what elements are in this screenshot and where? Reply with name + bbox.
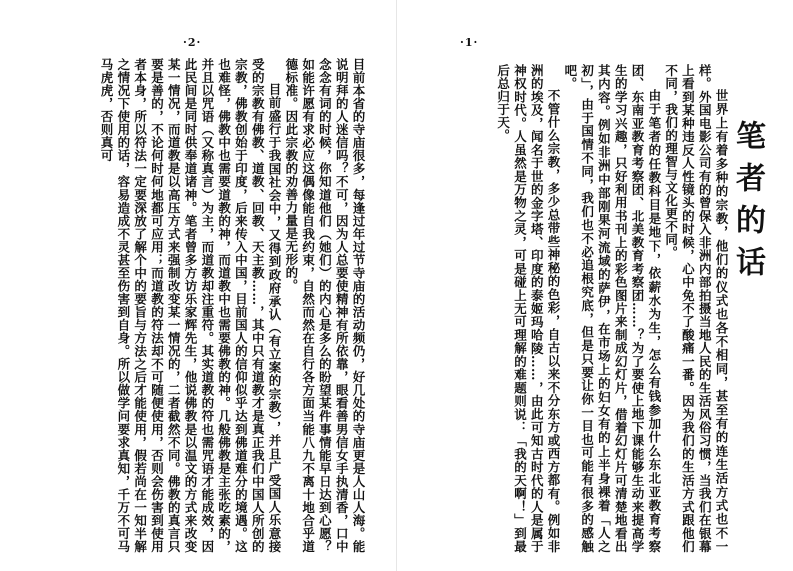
right-page [397, 0, 793, 571]
page-number: ·2· [183, 36, 202, 49]
body-text [471, 64, 729, 553]
page-number: ·1· [460, 36, 479, 49]
chapter-title: 笔者的话 [730, 120, 765, 288]
paragraph: 目前盛行于我国社会中，又得到政府承认（有立案的宗教），并且广受国人乐意接受的宗教有佛教、道教、回教、天主教……，其中只有道教才是真正我们中国人所创的宗教，佛教创始于印度，后来传入中国，目前国人的信仰似乎达到佛道难分的境遇。这也难怪，佛教中也需要道教的神，而道教中也需要佛教的神。几般佛教是主张吃素的，并且以咒语（又称真言）为主，而道教却注重符。其实道教的符也需咒语才能成效，因此民间是同时供奉道诸神。笔者曾多方访乐家辉先生，他说佛教是以温文的方式来改变某一情况，而道教是以高压方式来强制改变某一情况的，二者截然不同。佛教的真言只要是善的，不论何时何地都可应用；而道教的符法却不可随便使用，否则会伤害到使用者本身，所以符法一定要深放了解个中的要旨与方法之后才能使用，假若尚在一知半解之情况下使用的话，容易造成不灵甚至伤害到自身。所以做学问要求真知，千万不可马马虎虎，否则真可 [99, 58, 283, 553]
paragraph: 目前本省的寺庙很多，每逢过年过节寺庙的活动频仍，好几处的寺庙更是人山人海。能说明拜的人迷信吗？不可，因为人总要使精神有所依靠，眼看善男信女手执清香，口中念念有词的时候，你知道他们（她们）的内心是多么的盼望某件事情能早日达到心愿？如能许愿有求必应这偶像能自我约束，自然而然在自行各方面当能八九不离十地合乎道德标准。因此宗教的劝善力量是无形的。 [283, 58, 366, 553]
body-text [56, 58, 366, 553]
left-page [0, 0, 396, 571]
paragraph: 不管什么宗教，多少总带些神秘的色彩，自古以来不分东方或西方都有。例如非洲的埃及，闻名于世的金字塔、印度的泰姬玛哈陵……，由此可知古时代的人是属于神权时代。人虽然是万物之灵，可是碰上无可理解的难题则说：「我的天啊！」到最后总归于天。 [495, 64, 562, 553]
paragraph: 世界上有着多种的宗教，他们的仪式也各不相同，甚至有的连生活方式也不一样。外国电影公司有的曾保入非洲内部拍摄当地人民的生活风俗习惯，当我们在银幕上看到某种违反人性镜头的时候，心中免不了酸痛一番。因为我们的生活方式跟他们不同，我们的理智与文化更不同。 [663, 64, 729, 553]
paragraph: 由于笔者的任教科目是地下，依薪水为生，怎么有钱参加什么东北亚教育考察团、东南亚教育考察团、北美教育考察团……？为了要使上地下课能够生动来提高学生的学习兴趣，只好利用书刊上的彩色图片来制成幻灯片，借着幻灯片可清楚地看出其内容。例如非洲中部刚果河流域的萨伊，在市场上的妇女有的上半身裸着「人之初」，由于国情不同，我们也不必追根究底，但是只要让你一目也可能有很多的感触吧。 [562, 64, 662, 553]
